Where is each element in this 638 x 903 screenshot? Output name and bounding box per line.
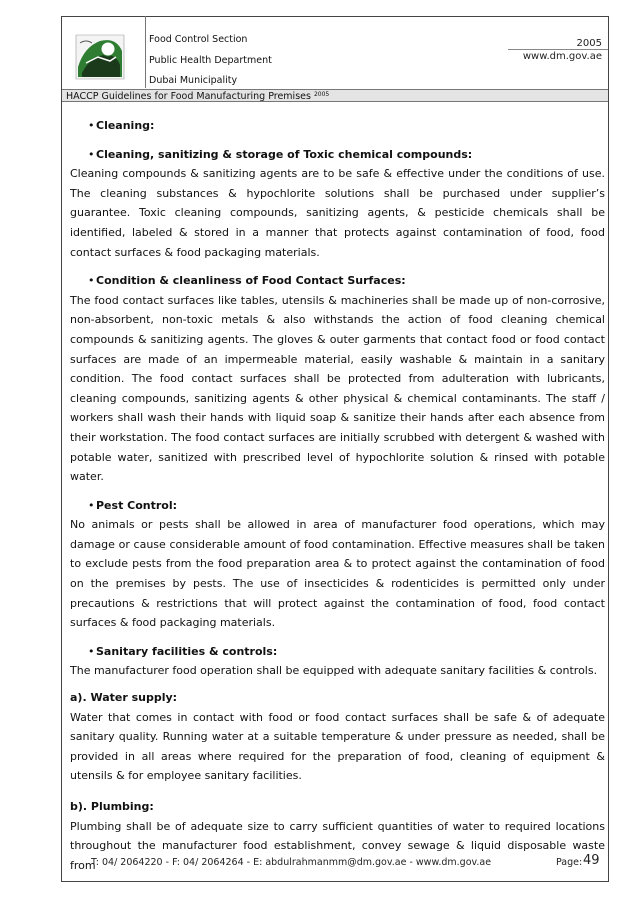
- heading-pest-control: Pest Control:: [96, 498, 178, 512]
- document-title-year: 2005: [313, 91, 330, 98]
- bullet-dot-icon: •: [88, 147, 95, 161]
- footer-contact: T: 04/ 2064220 - F: 04/ 2064264 - E: abdulrahmanmm@dm.gov.ae - www.dm.gov.ae: [91, 857, 492, 868]
- bullet-dot-icon: •: [88, 644, 95, 658]
- header-section-name: Food Control Section: [149, 34, 248, 45]
- page-content: [70, 116, 605, 875]
- header-municipality-name: Dubai Municipality: [149, 75, 238, 86]
- bullet-dot-icon: •: [88, 274, 95, 288]
- paragraph-plumbing: Plumbing shall be of adequate size to carry sufficient quantities of water to required locations throughout the manufacturer food establishment, convey sewage & liquid disposable waste from: [70, 819, 605, 872]
- bullet-food-contact-surfaces: [70, 271, 605, 291]
- paragraph-sanitary-facilities: The manufacturer food operation shall be equipped with adequate sanitary facilities & controls.: [70, 664, 598, 678]
- document-title: HACCP Guidelines for Food Manufacturing Premises: [66, 91, 311, 102]
- header-divider: [145, 16, 146, 88]
- heading-water-supply: a). Water supply:: [70, 691, 178, 705]
- bullet-sanitary-facilities: [70, 642, 605, 662]
- header-department-name: Public Health Department: [149, 55, 272, 66]
- footer-page-label: Page:: [556, 857, 583, 868]
- dubai-municipality-logo: [70, 27, 130, 85]
- header-website: www.dm.gov.ae: [522, 51, 602, 62]
- heading-cleaning: Cleaning:: [96, 119, 155, 132]
- paragraph-food-contact-surfaces: The food contact surfaces like tables, utensils & machineries shall be made up of non-corrosive, non-absorbent, non-toxic metals & also withstands the action of food cleaning chemical compounds & sanitizing agents. The gloves & outer garments that contact food or food contact surfaces are made of an impermeable material, easily washable & maintain in a sanitary condition. The food contact surfaces shall be protected from adulteration with lubricants, cleaning compounds, sanitizing agents & other physical & chemical contaminants. The staff / workers shall wash their hands with liquid soap & sanitize their hands after each absence from their workstation. The food contact surfaces are initially scrubbed with detergent & washed with potable water, sanitized with prescribed level of hypochlorite solution & rinsed with potable water.: [70, 293, 605, 484]
- heading-food-contact-surfaces: Condition & cleanliness of Food Contact Surfaces:: [96, 274, 406, 288]
- heading-sanitary-facilities: Sanitary facilities & controls:: [96, 644, 278, 658]
- bullet-pest-control: [70, 496, 605, 516]
- bullet-toxic-chemicals: [70, 145, 605, 165]
- bullet-dot-icon: •: [88, 498, 95, 512]
- header-website-rule: [508, 49, 608, 50]
- paragraph-water-supply: Water that comes in contact with food or food contact surfaces shall be safe & of adequate sanitary quality. Running water at a suitable temperature & under pressure as needed, shall be provided in all areas where required for the preparation of food, cleaning of equipment & utensils & for employee sanitary facilities.: [70, 710, 605, 783]
- heading-toxic-chemicals: Cleaning, sanitizing & storage of Toxic chemical compounds:: [96, 147, 473, 161]
- document-title-bar: [62, 89, 608, 102]
- bullet-cleaning: [70, 116, 605, 136]
- footer-page-number: 49: [583, 853, 600, 868]
- bullet-dot-icon: •: [88, 119, 95, 132]
- paragraph-pest-control: No animals or pests shall be allowed in area of manufacturer food operations, which may damage or cause considerable amount of food contamination. Effective measures shall be taken to exclude pests from the food preparation area & to protect against the contamination of food on the premises by pests. The use of insecticides & rodenticides is permitted only under precautions & restrictions that will protect against the contamination of food, food contact surfaces & food packaging materials.: [70, 518, 605, 630]
- heading-plumbing: b). Plumbing:: [70, 800, 154, 813]
- header-year: 2005: [576, 38, 602, 49]
- paragraph-toxic-chemicals: Cleaning compounds & sanitizing agents are to be safe & effective under the conditions of use. The cleaning substances & hypochlorite solutions shall be purchased under supplier’s guarantee. Toxic cleaning compounds, sanitizing agents, & pesticide chemicals shall be identified, labeled & stored in a manner that protects against contamination of food, food contact surfaces & food packaging materials.: [70, 167, 605, 259]
